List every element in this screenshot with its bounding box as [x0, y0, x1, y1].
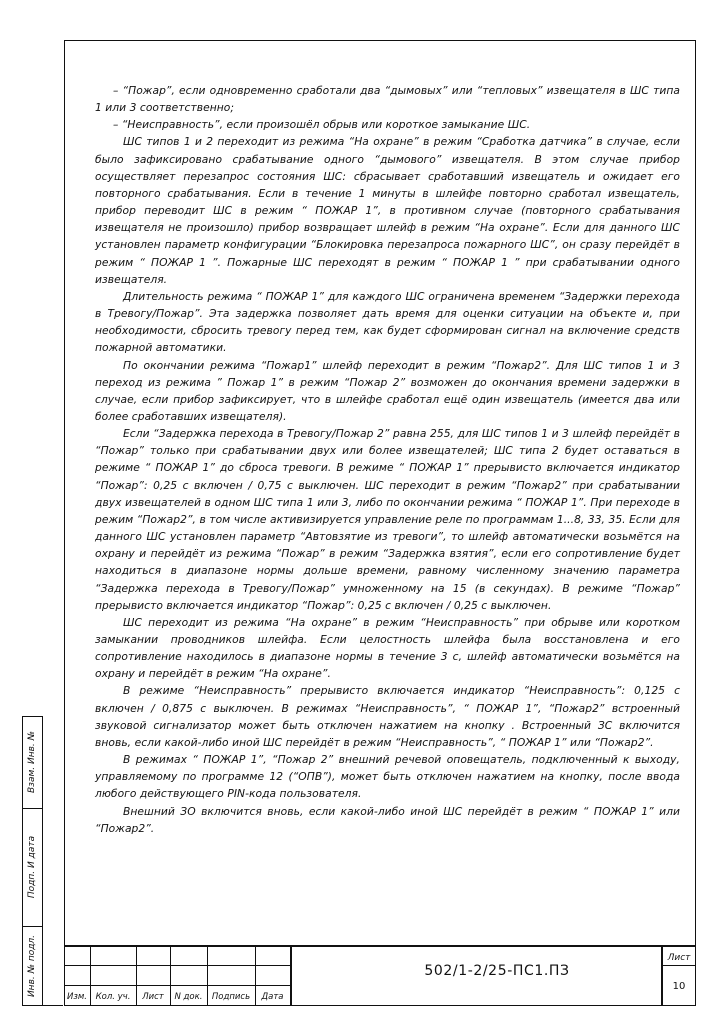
col-doc-number: N док. — [174, 992, 203, 1002]
paragraph-5: По окончании режима “Пожар1” шлейф переходит в режим “Пожар2”. Для ШС типов 1 и 3 переход из режима ” Пожар 1” в режим “Пожар 2” возможен до окончания времени задержки в случае, если прибор зафиксирует, что в шлейфе сработал ещё один извещатель (имеется два или более сработавших извещателя). — [95, 358, 680, 423]
paragraph-4: Длительность режима “ ПОЖАР 1” для каждого ШС ограничена временем “Задержки перехода в Тревогу/Пожар”. Эта задержка позволяет дать время для оценки ситуации на объекте и, при необходимости, сбросить тревогу перед тем, как будет сформирован сигнал на включение средств пожарной автоматики. — [95, 289, 680, 355]
col-quantity: Кол. уч. — [95, 992, 131, 1002]
replacement-inventory-label: Взам. Инв. № — [27, 731, 37, 793]
original-inventory-label: Инв. № подл. — [27, 934, 37, 997]
col-change: Изм. — [67, 992, 87, 1002]
paragraph-3: ШС типов 1 и 2 переходит из режима “На охране” в режим “Сработка датчика” в случае, если было зафиксировано срабатывание одного “дымового” извещателя. В этом случае прибор осуществляет перезапрос состояния ШС: сбрасывает сработавший извещатель и ожидает его повторного срабатывания. Если в течение 1 минуты в шлейфе повторно сработал извещатель, прибор переводит ШС в режим “ ПОЖАР 1”, в противном случае (повторного срабатывания извещателя не произошло) прибор возвращает шлейф в режим “На охране”. Если для данного ШС установлен параметр конфигурации “Блокировка перезапроса пожарного ШС”, он сразу перейдёт в режим “ ПОЖАР 1 ”. Пожарные ШС переходят в режим “ ПОЖАР 1 ” при срабатывании одного извещателя. — [95, 135, 680, 286]
paragraph-8: В режиме “Неисправность” прерывисто включается индикатор “Неисправность”: 0,125 с включен / 0,875 с выключен. В режимах “Неисправность”, “ ПОЖАР 1”, “Пожар2” встроенный звуковой сигнализатор может быть отключен нажатием на кнопку . Встроенный ЗС включится вновь, если какой-либо иной ШС перейдёт в режим “Неисправность”, “ ПОЖАР 1” или “Пожар2”. — [95, 684, 680, 749]
document-body — [95, 82, 680, 837]
paragraph-10: Внешний ЗО включится вновь, если какой-либо иной ШС перейдёт в режим “ ПОЖАР 1” или “Пожар2”. — [95, 804, 680, 835]
document-code: 502/1-2/25-ПС1.ПЗ — [424, 963, 570, 979]
paragraph-2: – “Неисправность”, если произошёл обрыв или короткое замыкание ШС. — [113, 118, 531, 132]
sheet-number: 10 — [672, 981, 686, 992]
paragraph-6: Если “Задержка перехода в Тревогу/Пожар 2” равна 255, для ШС типов 1 и 3 шлейф перейдёт в “Пожар” только при срабатывании двух или более извещателей; ШС типа 2 будет оставаться в режиме “ ПОЖАР 1” до сброса тревоги. В режиме “ ПОЖАР 1” прерывисто включается индикатор “Пожар”: 0,25 с включен / 0,75 с выключен. ШС переходит в режим “Пожар2” при срабатывании двух извещателей в одном ШС типа 1 или 3, либо по окончании режима “ ПОЖАР 1”. При переходе в режим “Пожар2”, в том числе активизируется управление реле по программам 1...8, 33, 35. Если для данного ШС установлен параметр “Автовзятие из тревоги”, то шлейф автоматически возьмётся на охрану и перейдёт из режима “Пожар” в режим “Задержка взятия”, если его сопротивление будет находиться в диапазоне нормы дольше времени, равному численному значению параметра “Задержка перехода в Тревогу/Пожар” умноженному на 15 (в секундах). В режиме “Пожар” прерывисто включается индикатор “Пожар”: 0,25 с включен / 0,25 с выключен. — [95, 427, 680, 612]
col-date: Дата — [261, 992, 284, 1002]
title-block — [64, 945, 696, 1006]
signature-date-label: Подп. И дата — [27, 835, 38, 899]
side-stamp-strip — [22, 716, 63, 1006]
paragraph-1: – “Пожар”, если одновременно сработали два “дымовых” или “тепловых” извещателя в ШС типа 1 или 3 соответственно; — [95, 84, 680, 115]
paragraph-7: ШС переходит из режима “На охране” в режим “Неисправность” при обрыве или коротком замыкании проводников шлейфа. Если целостность шлейфа была восстановлена и его сопротивление находилось в диапазоне нормы в течение 3 с, шлейф автоматически возьмётся на охрану и перейдёт в режим “На охране”. — [95, 615, 680, 681]
paragraph-9: В режимах “ ПОЖАР 1”, “Пожар 2” внешний речевой оповещатель, подключенный к выходу, управляемому по программе 12 (“ОПВ”), может быть отключен нажатием на кнопку, после ввода любого действующего PIN-кода пользователя. — [95, 753, 680, 801]
sheet-label: Лист — [667, 953, 691, 963]
col-signature: Подпись — [211, 992, 251, 1002]
col-sheet: Лист — [142, 992, 164, 1002]
